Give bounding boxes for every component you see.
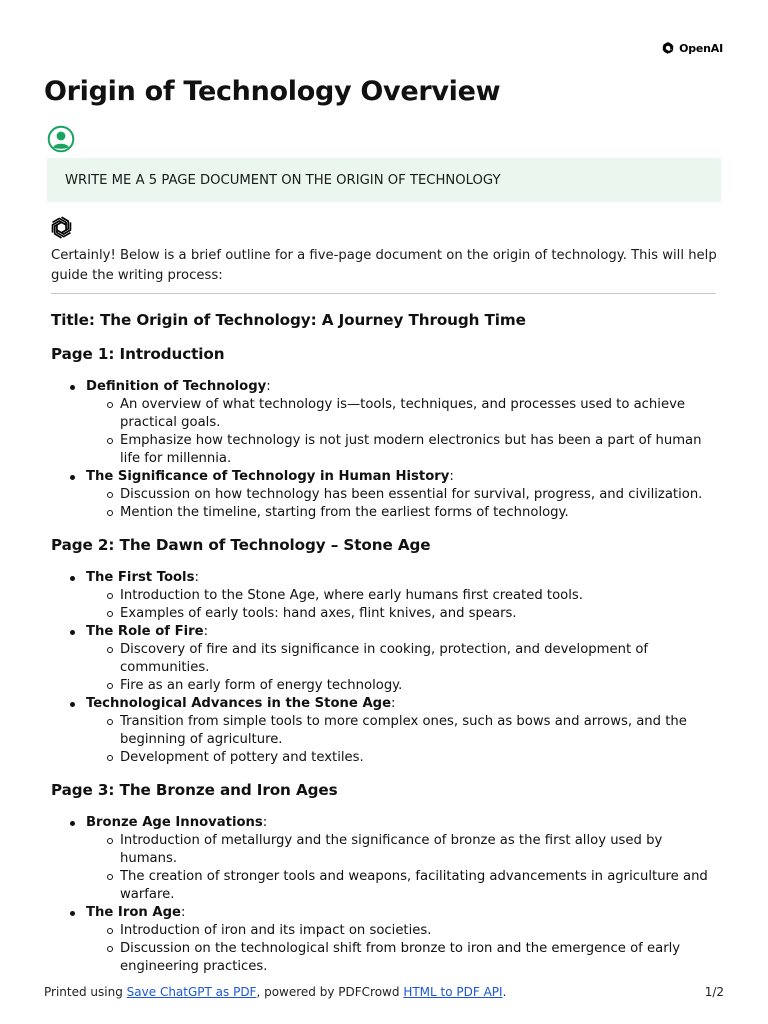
sub-list-item: Development of pottery and textiles. <box>86 749 721 767</box>
openai-logo <box>660 40 723 56</box>
sub-list-item: Introduction of iron and its impact on societies. <box>86 922 721 940</box>
item-label: Definition of Technology <box>86 379 267 394</box>
response-intro: Certainly! Below is a brief outline for a five-page document on the origin of technology. This will help guide the writing process: <box>51 248 717 283</box>
sub-list-item: Transition from simple tools to more complex ones, such as bows and arrows, and the beginning of agriculture. <box>86 713 721 749</box>
list-item: Definition of Technology: An overview of what technology is—tools, techniques, and processes used to achieve practical goals. Emphasize how technology is not just modern electronics but has been a part of human life for millennia. <box>51 378 721 468</box>
divider <box>51 293 716 294</box>
item-label: The Significance of Technology in Human History <box>86 469 450 484</box>
item-label: The Role of Fire <box>86 624 204 639</box>
chatgpt-icon <box>48 214 75 241</box>
sub-list <box>86 486 721 522</box>
html-to-pdf-api-link[interactable]: HTML to PDF API <box>403 985 503 999</box>
sub-list-item: Mention the timeline, starting from the earliest forms of technology. <box>86 504 721 522</box>
footer-printed-using: Printed using <box>44 985 123 999</box>
section-heading: Page 3: The Bronze and Iron Ages <box>51 781 338 799</box>
list-item: The Significance of Technology in Human History: Discussion on how technology has been essential for survival, progress, and civilization. Mention the timeline, starting from the earliest forms of technology. <box>51 468 721 522</box>
list-item: The Iron Age: Introduction of iron and its impact on societies. Discussion on the technological shift from bronze to iron and the emergence of early engineering practices. <box>51 904 721 976</box>
print-footer <box>44 985 724 999</box>
user-avatar-icon <box>47 125 75 153</box>
item-label: Bronze Age Innovations <box>86 815 263 830</box>
item-label: The First Tools <box>86 570 195 585</box>
sub-list-item: Examples of early tools: hand axes, flint knives, and spears. <box>86 605 721 623</box>
sub-list <box>86 832 721 904</box>
section-list <box>51 378 721 522</box>
document-title: Origin of Technology Overview <box>44 76 501 107</box>
sub-list-item: Discovery of fire and its significance in cooking, protection, and development of communities. <box>86 641 721 677</box>
section-list <box>51 814 721 976</box>
list-item: The Role of Fire: Discovery of fire and its significance in cooking, protection, and development of communities. Fire as an early form of energy technology. <box>51 623 721 695</box>
assistant-response <box>51 246 721 976</box>
footer-period: . <box>502 985 507 999</box>
section-heading: Page 1: Introduction <box>51 345 225 363</box>
sub-list-item: Emphasize how technology is not just modern electronics but has been a part of human life for millennia. <box>86 432 721 468</box>
sub-list-item: An overview of what technology is—tools, techniques, and processes used to achieve practical goals. <box>86 396 721 432</box>
sub-list <box>86 396 721 468</box>
sub-list <box>86 922 721 976</box>
sub-list-item: The creation of stronger tools and weapons, facilitating advancements in agriculture and warfare. <box>86 868 721 904</box>
user-prompt <box>47 158 721 202</box>
section-list <box>51 569 721 767</box>
sub-list-item: Introduction to the Stone Age, where early humans first created tools. <box>86 587 721 605</box>
sub-list <box>86 587 721 623</box>
list-item: Bronze Age Innovations: Introduction of metallurgy and the significance of bronze as the first alloy used by humans. The creation of stronger tools and weapons, facilitating advancements in agriculture and warfare. <box>51 814 721 904</box>
page-number: 1/2 <box>704 985 724 999</box>
user-prompt-text: WRITE ME A 5 PAGE DOCUMENT ON THE ORIGIN OF TECHNOLOGY <box>65 172 501 188</box>
sub-list-item: Fire as an early form of energy technology. <box>86 677 721 695</box>
list-item: Technological Advances in the Stone Age: Transition from simple tools to more complex ones, such as bows and arrows, and the beginning of agriculture. Development of pottery and textiles. <box>51 695 721 767</box>
list-item: The First Tools: Introduction to the Stone Age, where early humans first created tools. Examples of early tools: hand axes, flint knives, and spears. <box>51 569 721 623</box>
sub-list <box>86 641 721 695</box>
footer-powered-by: , powered by PDFCrowd <box>256 985 400 999</box>
item-label: Technological Advances in the Stone Age <box>86 696 392 711</box>
sub-list-item: Introduction of metallurgy and the significance of bronze as the first alloy used by humans. <box>86 832 721 868</box>
outline-title: Title: The Origin of Technology: A Journey Through Time <box>51 311 526 329</box>
section-heading: Page 2: The Dawn of Technology – Stone Age <box>51 536 431 554</box>
openai-logo-text: OpenAI <box>679 41 723 55</box>
openai-logo-icon <box>660 40 676 56</box>
sub-list <box>86 713 721 767</box>
sub-list-item: Discussion on the technological shift from bronze to iron and the emergence of early engineering practices. <box>86 940 721 976</box>
item-label: The Iron Age <box>86 905 181 920</box>
sub-list-item: Discussion on how technology has been essential for survival, progress, and civilization. <box>86 486 721 504</box>
save-chatgpt-as-pdf-link[interactable]: Save ChatGPT as PDF <box>126 985 257 999</box>
